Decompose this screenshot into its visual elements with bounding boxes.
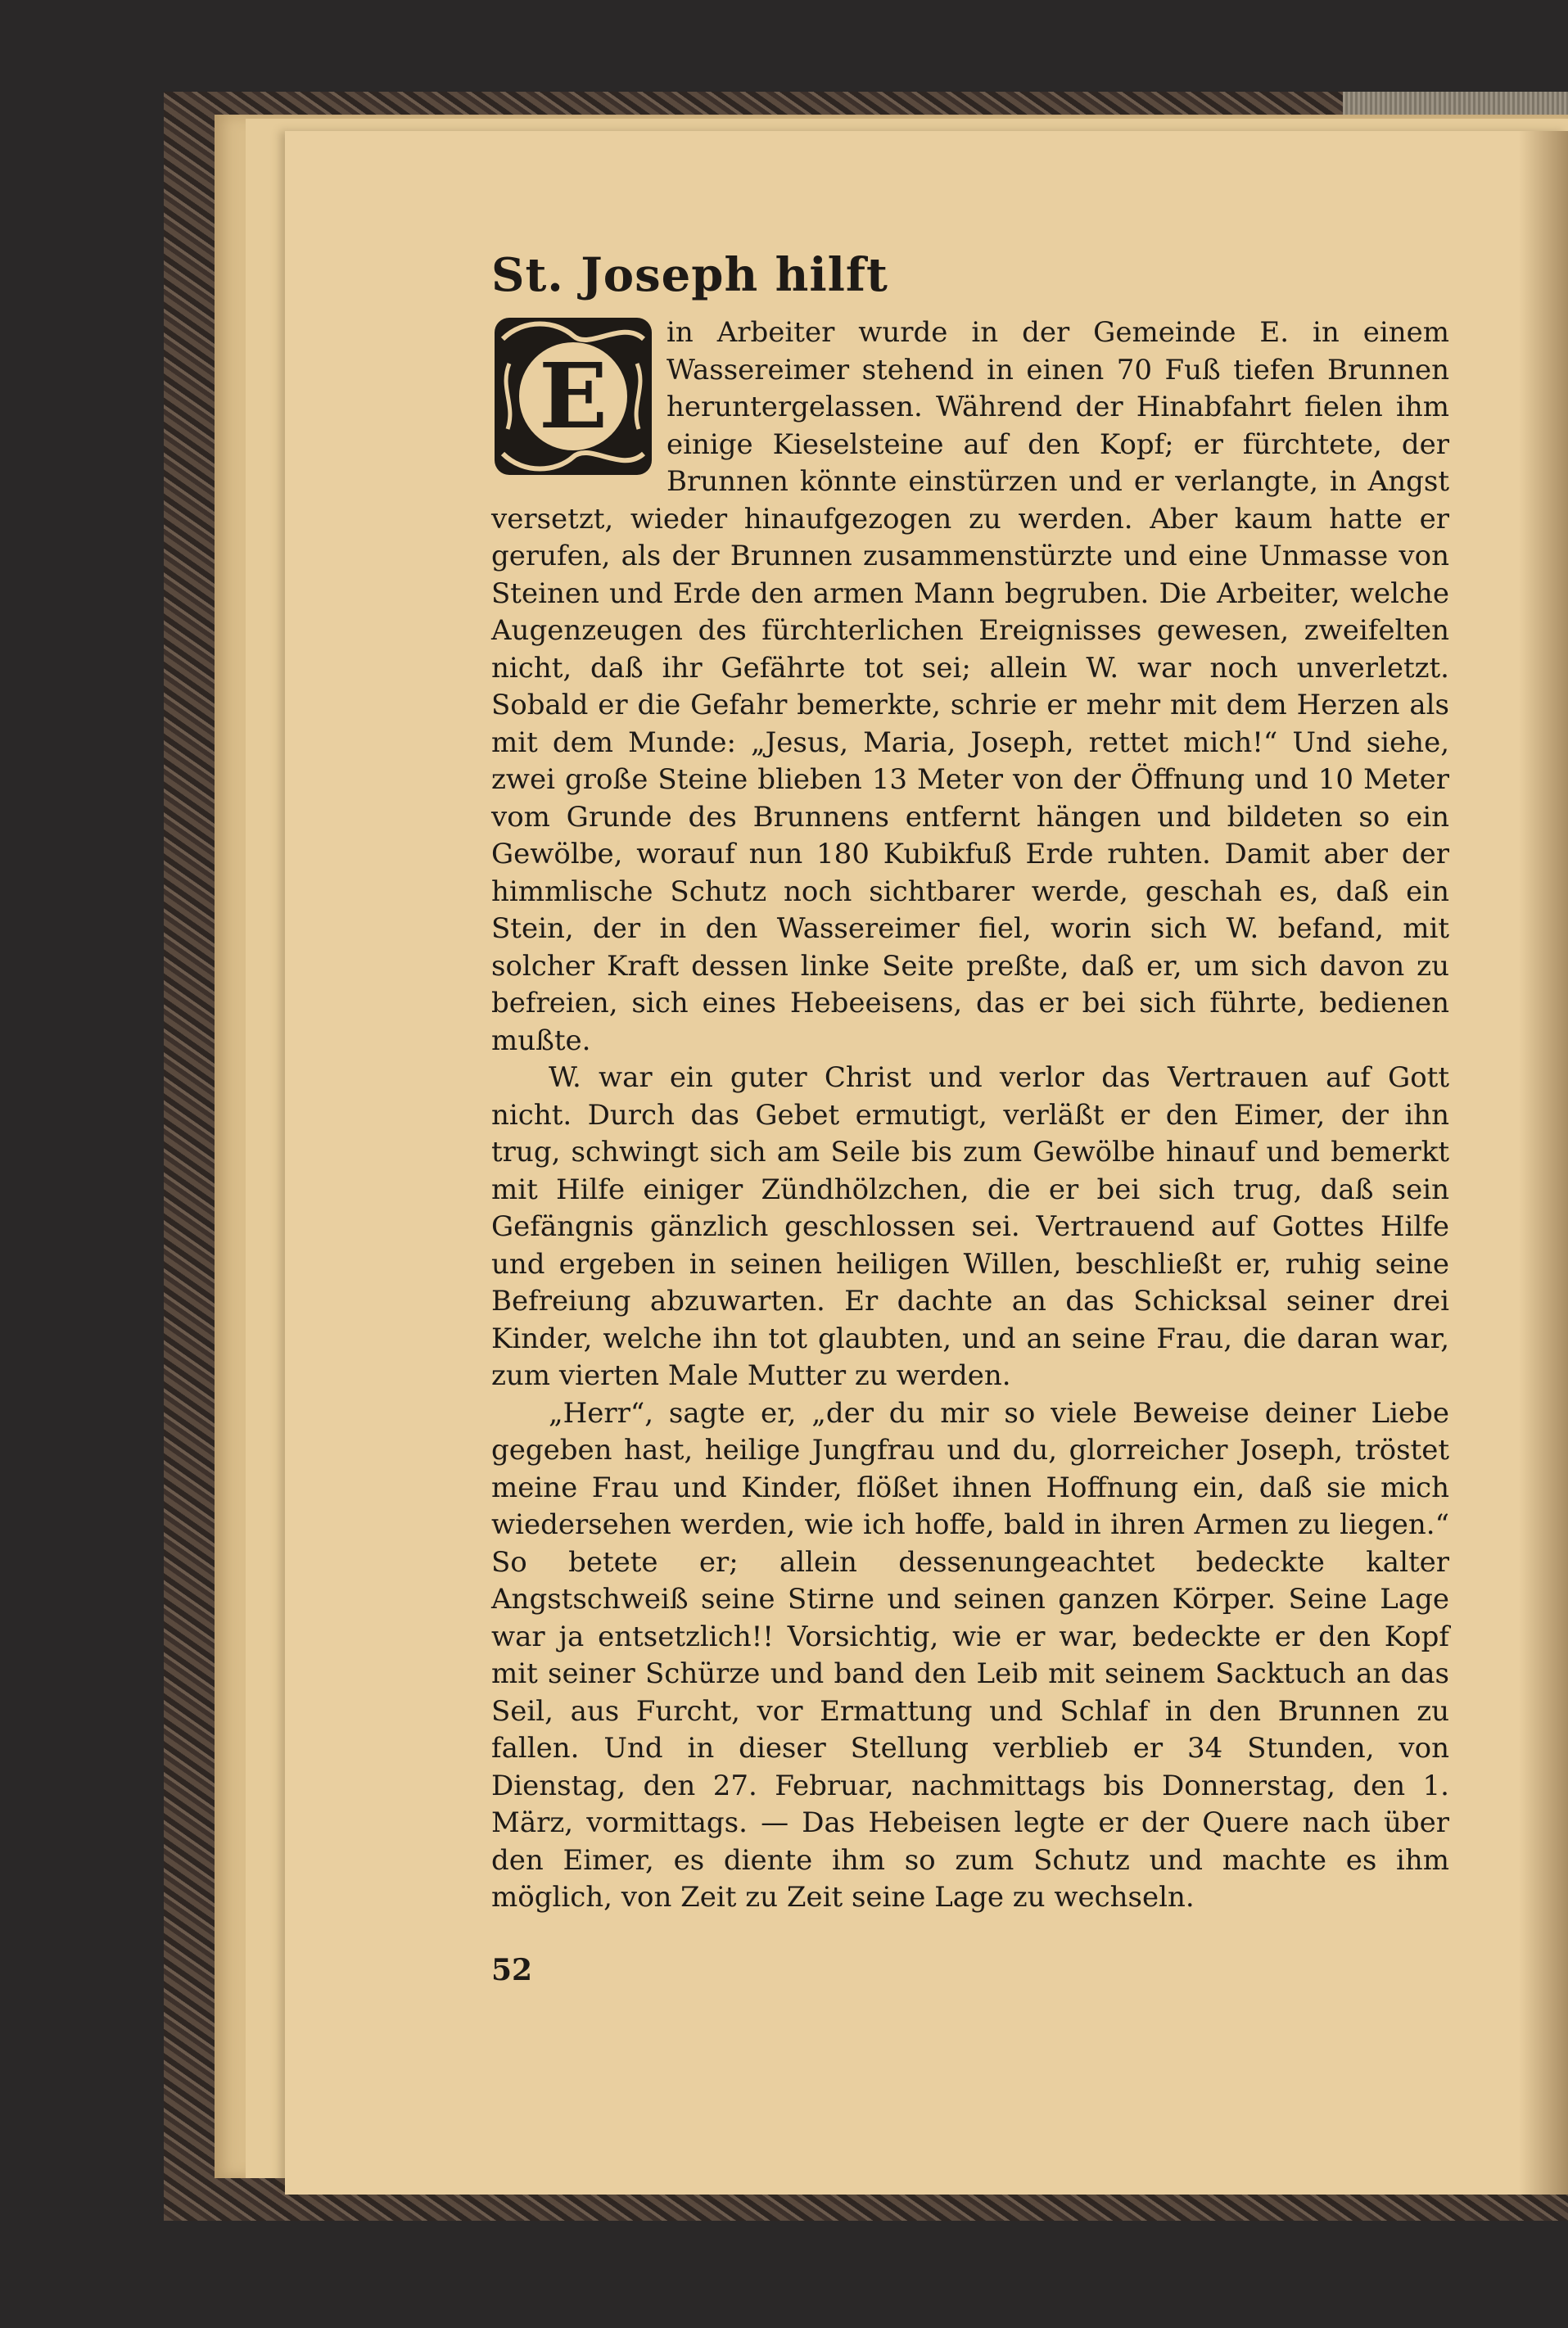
paragraph-3: „Herr“, sagte er, „der du mir so viele Beweise deiner Liebe gegeben hast, heilige Jungfrau und du, glorreicher Joseph, tröstet meine Frau und Kinder, flößet ihnen Hoffnung ein, daß sie mich wiedersehen werden, wie ich hoffe, bald in ihren Armen zu liegen.“ So betete er; allein dessenungeachtet bedeckte kalter Angstschweiß seine Stirne und seinen ganzen Körper. Seine Lage war ja entsetzlich!! Vorsichtig, wie er war, bedeckte er den Kopf mit seiner Schürze und band den Leib mit seinem Sacktuch an das Seil, aus Furcht, vor Ermattung und Schlaf in den Brunnen zu fallen. Und in dieser Stellung verblieb er 34 Stunden, von Dienstag, den 27. Februar, nachmittags bis Donnerstag, den 1. März, vormittags. — Das Hebeisen legte er der Quere nach über den Eimer, es diente ihm so zum Schutz und machte es ihm möglich, von Zeit zu Zeit seine Lage zu wechseln. xyxy=(491,1396,1449,1914)
page-content xyxy=(491,246,1449,1917)
dropcap-initial xyxy=(491,314,655,478)
dropcap-letter: E xyxy=(539,343,608,449)
paragraph-2: W. war ein guter Christ und verlor das Vertrauen auf Gott nicht. Durch das Gebet ermutigt, verläßt er den Eimer, der ihn trug, schwingt sich am Seile bis zum Gewölbe hinauf und bemerkt mit Hilfe einiger Zündhölzchen, die er bei sich trug, daß sein Gefängnis gänzlich geschlossen sei. Vertrauend auf Gottes Hilfe und ergeben in seinen heiligen Willen, beschließt er, ruhig seine Befreiung abzuwarten. Er dachte an das Schicksal seiner drei Kinder, welche ihn tot glaubten, und an seine Frau, die daran war, zum vierten Male Mutter zu werden. xyxy=(491,1061,1449,1392)
page-number: 52 xyxy=(491,1953,533,1987)
chapter-title: St. Joseph hilft xyxy=(491,248,888,302)
paragraph-1: in Arbeiter wurde in der Gemeinde E. in einem Wassereimer stehend in einen 70 Fuß tiefen Brunnen heruntergelassen. Während der Hinabfahrt fielen ihm einige Kieselsteine auf den Kopf; er fürchtete, der Brunnen könnte einstürzen und er verlangte, in Angst versetzt, wieder hinaufgezogen zu werden. Aber kaum hatte er gerufen, als der Brunnen zusammenstürzte und eine Unmasse von Steinen und Erde den armen Mann begruben. Die Arbeiter, welche Augenzeugen des fürchterlichen Ereignisses gewesen, zweifelten nicht, daß ihr Gefährte tot sei; allein W. war noch unverletzt. Sobald er die Gefahr bemerkte, schrie er mehr mit dem Herzen als mit dem Munde: „Jesus, Maria, Joseph, rettet mich!“ Und siehe, zwei große Steine blieben 13 Meter von der Öffnung und 10 Meter vom Grunde des Brunnens entfernt hängen und bildeten so ein Gewölbe, worauf nun 180 Kubikfuß Erde ruhten. Damit aber der himmlische Schutz noch sichtbarer werde, geschah es, daß ein Stein, der in den Wassereimer fiel, worin sich W. befand, mit solcher Kraft dessen linke Seite preßte, daß er, um sich davon zu befreien, sich eines Hebeeisens, das er bei sich führte, bedienen mußte. xyxy=(491,316,1449,1057)
spine-shadow xyxy=(1519,131,1568,2195)
